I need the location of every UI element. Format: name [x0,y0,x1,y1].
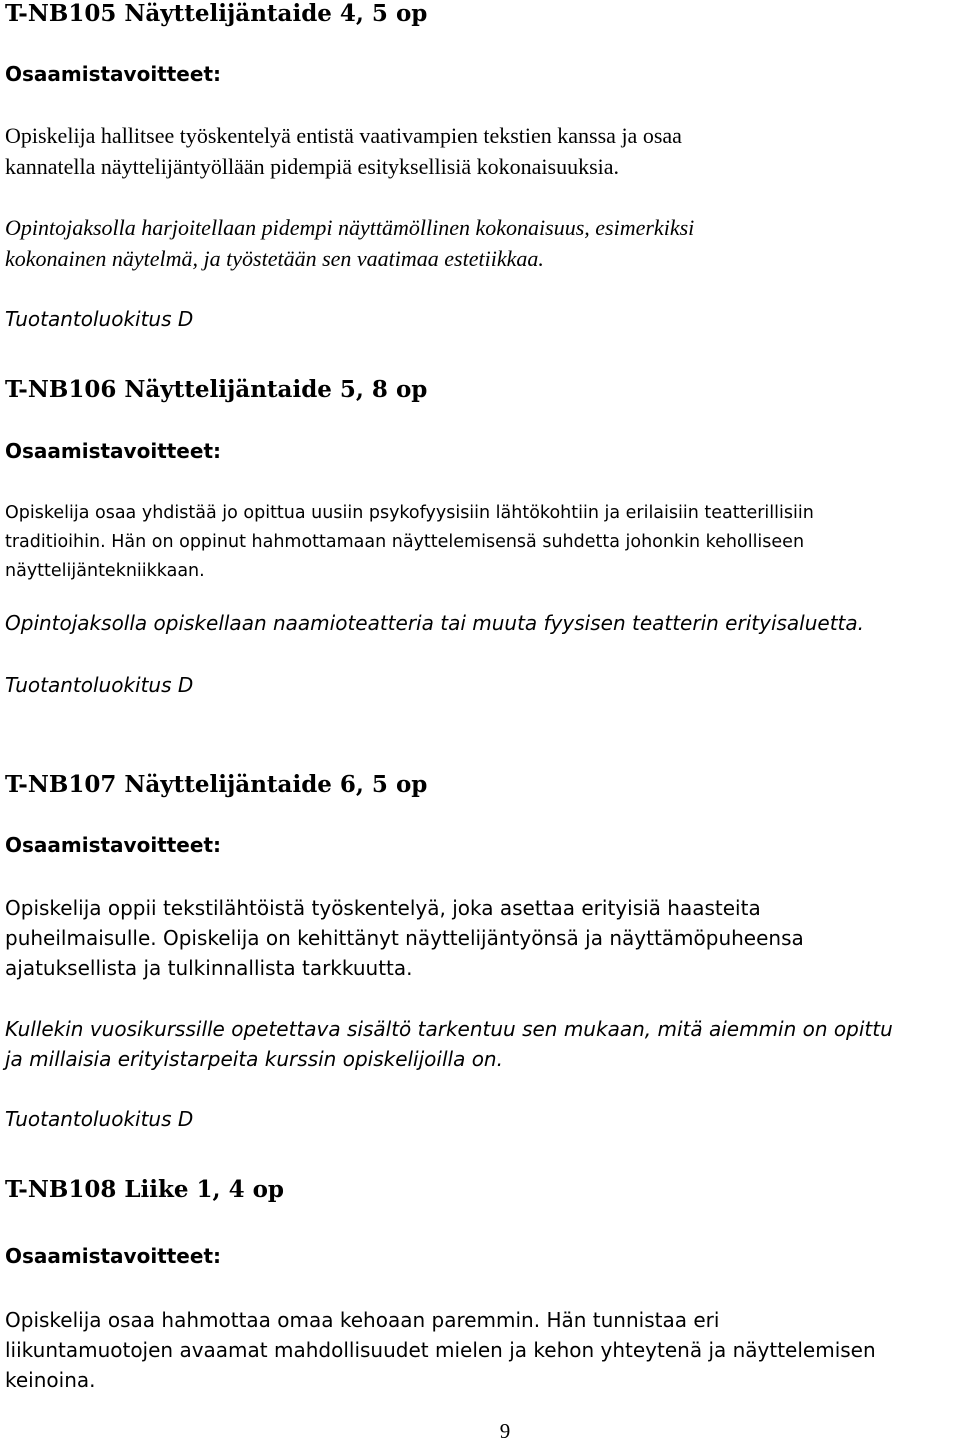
text-line: Opintojaksolla opiskellaan naamioteatteria tai muuta fyysisen teatterin erityisaluetta. [5,611,865,635]
course-title-t-nb107: T-NB107 Näyttelijäntaide 6, 5 op [5,771,428,798]
production-class: Tuotantoluokitus D [5,673,194,697]
text-line: ajatuksellista ja tulkinnallista tarkkuutta. [5,956,413,980]
text-line: ja millaisia erityistarpeita kurssin opiskelijoilla on. [5,1047,503,1071]
text-line: keinoina. [5,1368,96,1392]
course-description [5,120,682,182]
text-line: liikuntamuotojen avaamat mahdollisuudet mielen ja kehon yhteytenä ja näyttelemisen [5,1338,876,1362]
production-class: Tuotantoluokitus D [5,307,194,331]
text-line: Opiskelija osaa hahmottaa omaa kehoaan paremmin. Hän tunnistaa eri [5,1308,720,1332]
course-description [5,893,804,983]
text-line: Opintojaksolla harjoitellaan pidempi näyttämöllinen kokonaisuus, esimerkiksi [5,215,695,240]
goals-heading: Osaamistavoitteet: [5,1244,221,1268]
goals-heading: Osaamistavoitteet: [5,439,221,463]
text-line: puheilmaisulle. Opiskelija on kehittänyt näyttelijäntyönsä ja näyttämöpuheensa [5,926,804,950]
course-description [5,1305,876,1395]
text-line: kannatella näyttelijäntyöllään pidempiä esityksellisiä kokonaisuuksia. [5,154,620,179]
course-description [5,499,814,586]
text-line: Opiskelija oppii tekstilähtöistä työskentelyä, joka asettaa erityisiä haasteita [5,896,761,920]
goals-heading: Osaamistavoitteet: [5,62,221,86]
course-title-t-nb108: T-NB108 Liike 1, 4 op [5,1176,285,1203]
course-content-italic [5,212,694,274]
goals-heading: Osaamistavoitteet: [5,833,221,857]
production-class: Tuotantoluokitus D [5,1107,194,1131]
course-title-t-nb106: T-NB106 Näyttelijäntaide 5, 8 op [5,376,428,403]
text-line: Kullekin vuosikurssille opetettava sisältö tarkentuu sen mukaan, mitä aiemmin on opittu [5,1017,893,1041]
course-title-t-nb105: T-NB105 Näyttelijäntaide 4, 5 op [5,0,428,27]
course-content-italic [5,1014,893,1074]
text-line: näyttelijäntekniikkaan. [5,561,205,581]
text-line: Opiskelija hallitsee työskentelyä entistä vaativampien tekstien kanssa ja osaa [5,123,682,148]
text-line: kokonainen näytelmä, ja työstetään sen vaatimaa estetiikkaa. [5,246,544,271]
text-line: Opiskelija osaa yhdistää jo opittua uusiin psykofyysisiin lähtökohtiin ja erilaisiin teatterillisiin [5,503,814,523]
page-number: 9 [499,1419,511,1443]
course-content-italic [5,610,864,636]
text-line: traditioihin. Hän on oppinut hahmottamaan näyttelemisensä suhdetta johonkin keholliseen [5,532,805,552]
